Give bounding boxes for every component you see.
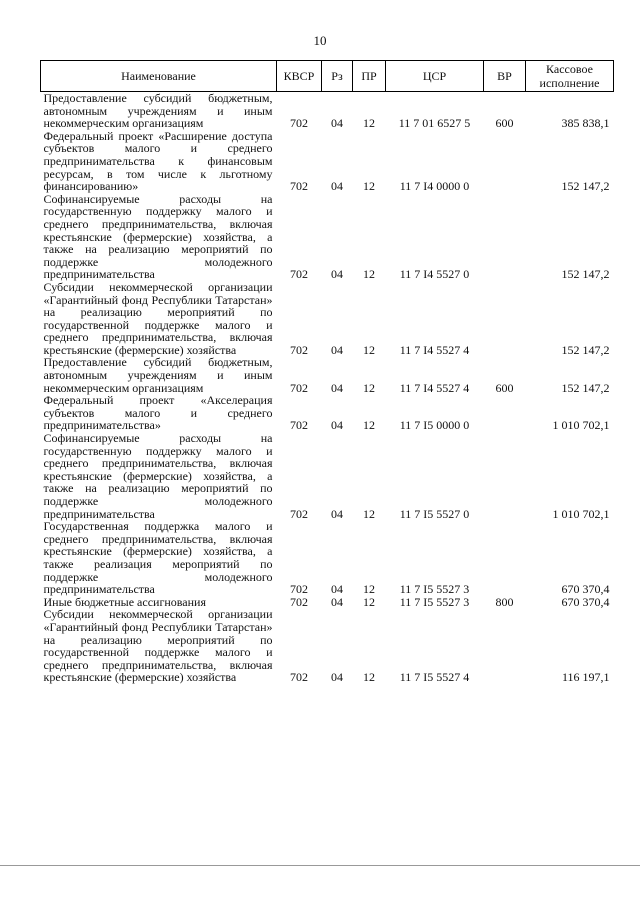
header-csr: ЦСР xyxy=(386,61,484,92)
cell-vr xyxy=(484,394,526,432)
cell-pr: 12 xyxy=(363,506,375,521)
cell-kvsr: 702 xyxy=(290,594,308,609)
cell-kvsr: 702 xyxy=(290,670,308,685)
cell-rz: 04 xyxy=(331,594,343,609)
table-row xyxy=(41,356,614,394)
cell-name: Федеральный проект «Акселерация субъектов малого и среднего предпринимательства» xyxy=(43,393,273,433)
table-row xyxy=(41,193,614,281)
cell-kvsr: 702 xyxy=(290,506,308,521)
cell-rz: 04 xyxy=(331,116,343,131)
budget-table xyxy=(40,60,614,684)
cell-pr: 12 xyxy=(363,179,375,194)
cell-rz: 04 xyxy=(331,418,343,433)
header-rz: Рз xyxy=(322,61,353,92)
cell-rz: 04 xyxy=(331,342,343,357)
table-row xyxy=(41,520,614,596)
cell-kass: 152 147,2 xyxy=(561,380,610,395)
cell-rz: 04 xyxy=(331,267,343,282)
cell-name: Софинансируемые расходы на государственную поддержку малого и среднего предпринимательства, включая крестьянские (фермерские) хозяйства, а также на реализацию мероприятий по поддержке молодежного предпринимательства xyxy=(43,191,273,282)
cell-kass: 116 197,1 xyxy=(561,670,610,685)
cell-pr: 12 xyxy=(363,267,375,282)
cell-kvsr: 702 xyxy=(290,342,308,357)
cell-csr: 11 7 I4 5527 4 xyxy=(399,342,470,357)
table-row xyxy=(41,608,614,684)
cell-csr: 11 7 I4 0000 0 xyxy=(399,179,470,194)
cell-pr: 12 xyxy=(363,670,375,685)
table-row xyxy=(41,92,614,130)
header-kass: Кассовое исполнение xyxy=(526,61,614,92)
cell-name: Субсидии некоммерческой организации «Гарантийный фонд Республики Татарстан» на реализацию мероприятий по государственной поддержке малого и среднего предпринимательства, включая крестьянские (фермерские) хозяйства xyxy=(43,607,273,685)
cell-name: Предоставление субсидий бюджетным, автономным учреждениям и иным некоммерческим организациям xyxy=(43,91,273,131)
cell-csr: 11 7 I5 5527 3 xyxy=(399,594,470,609)
cell-kass: 152 147,2 xyxy=(561,267,610,282)
cell-csr: 11 7 I5 5527 3 xyxy=(399,582,470,597)
cell-rz: 04 xyxy=(331,179,343,194)
cell-vr xyxy=(484,608,526,684)
header-kvsr: КВСР xyxy=(277,61,322,92)
cell-vr xyxy=(484,193,526,281)
cell-kass: 1 010 702,1 xyxy=(552,506,610,521)
cell-kvsr: 702 xyxy=(290,116,308,131)
cell-pr: 12 xyxy=(363,380,375,395)
cell-kass: 385 838,1 xyxy=(561,116,610,131)
cell-name: Субсидии некоммерческой организации «Гарантийный фонд Республики Татарстан» на реализацию мероприятий по государственной поддержке малого и среднего предпринимательства, включая крестьянские (фермерские) хозяйства xyxy=(43,279,273,357)
cell-vr: 600 xyxy=(495,116,514,131)
cell-name: Федеральный проект «Расширение доступа субъектов малого и среднего предпринимательства к финансовым ресурсам, в том числе к льготному финансированию» xyxy=(43,128,273,194)
table-body xyxy=(41,92,614,684)
cell-kass: 152 147,2 xyxy=(561,179,610,194)
cell-rz: 04 xyxy=(331,506,343,521)
cell-pr: 12 xyxy=(363,418,375,433)
cell-kass: 670 370,4 xyxy=(561,594,610,609)
cell-rz: 04 xyxy=(331,670,343,685)
cell-kvsr: 702 xyxy=(290,418,308,433)
page-number: 10 xyxy=(313,33,327,48)
cell-csr: 11 7 I5 5527 4 xyxy=(399,670,470,685)
table-header xyxy=(41,61,614,92)
cell-kvsr: 702 xyxy=(290,267,308,282)
cell-name: Иные бюджетные ассигнования xyxy=(43,594,206,609)
cell-vr: 800 xyxy=(495,594,514,609)
cell-csr: 11 7 01 6527 5 xyxy=(398,116,471,131)
cell-kvsr: 702 xyxy=(290,380,308,395)
cell-kass: 670 370,4 xyxy=(561,582,610,597)
cell-pr: 12 xyxy=(363,342,375,357)
cell-name: Софинансируемые расходы на государственную поддержку малого и среднего предпринимательства, включая крестьянские (фермерские) хозяйства, а также на реализацию мероприятий по поддержке молодежного предпринимательства xyxy=(43,431,273,521)
cell-csr: 11 7 I5 5527 0 xyxy=(399,506,470,521)
cell-name: Предоставление субсидий бюджетным, автономным учреждениям и иным некоммерческим организациям xyxy=(43,355,273,395)
cell-rz: 04 xyxy=(331,582,343,597)
cell-vr xyxy=(484,432,526,520)
cell-pr: 12 xyxy=(363,594,375,609)
cell-vr: 600 xyxy=(495,380,514,395)
cell-csr: 11 7 I5 0000 0 xyxy=(399,418,470,433)
cell-vr xyxy=(484,281,526,357)
cell-name: Государственная поддержка малого и среднего предпринимательства, включая крестьянские (фермерские) хозяйства, а также реализация мероприятий по поддержке молодежного предпринимательства xyxy=(43,519,273,597)
table-row xyxy=(41,130,614,193)
cell-kass: 152 147,2 xyxy=(561,342,610,357)
cell-csr: 11 7 I4 5527 0 xyxy=(399,267,470,282)
cell-pr: 12 xyxy=(363,116,375,131)
header-name: Наименование xyxy=(41,61,277,92)
header-pr: ПР xyxy=(353,61,386,92)
table-row xyxy=(41,432,614,520)
page-bottom-rule xyxy=(0,865,640,866)
cell-csr: 11 7 I4 5527 4 xyxy=(399,380,470,395)
cell-kvsr: 702 xyxy=(290,582,308,597)
cell-kvsr: 702 xyxy=(290,179,308,194)
cell-vr xyxy=(484,520,526,596)
table-row xyxy=(41,394,614,432)
cell-pr: 12 xyxy=(363,582,375,597)
table-row xyxy=(41,281,614,357)
cell-rz: 04 xyxy=(331,380,343,395)
cell-kass: 1 010 702,1 xyxy=(552,418,610,433)
header-vr: ВР xyxy=(484,61,526,92)
cell-vr xyxy=(484,130,526,193)
